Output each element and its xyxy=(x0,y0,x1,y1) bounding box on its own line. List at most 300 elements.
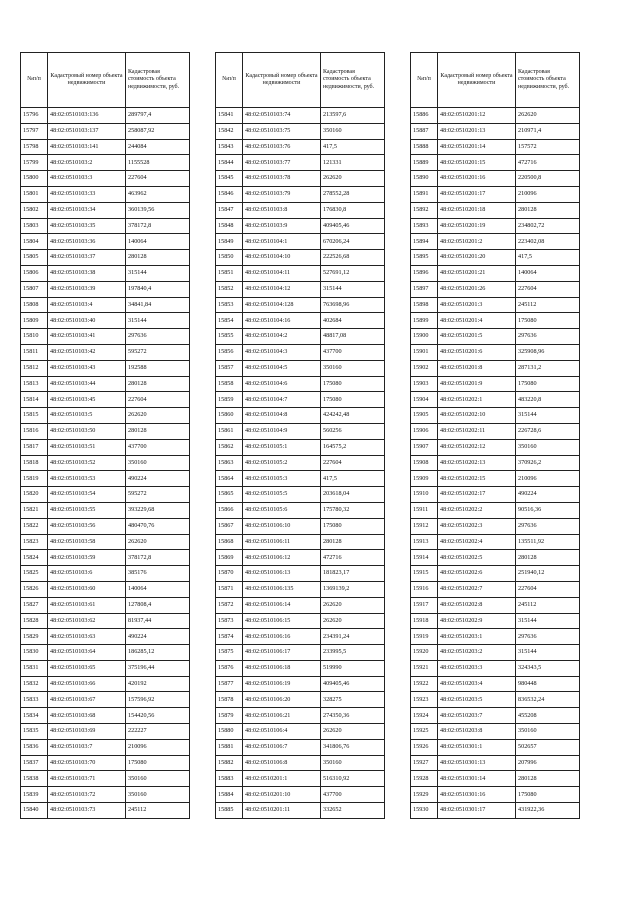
table-row xyxy=(411,502,580,518)
cell-cadastral-number: 48:02:0510105:2 xyxy=(243,455,321,471)
cell-cadastral-cost: 140064 xyxy=(126,581,190,597)
table-row xyxy=(411,202,580,218)
cell-cadastral-number: 48:02:0510103:51 xyxy=(48,439,126,455)
cell-num: 15798 xyxy=(21,139,48,155)
table-row xyxy=(21,566,190,582)
cell-num: 15839 xyxy=(21,787,48,803)
cell-cadastral-number: 48:02:0510201:4 xyxy=(438,313,516,329)
cell-cadastral-number: 48:02:0510201:11 xyxy=(243,803,321,819)
cell-cadastral-cost: 417,5 xyxy=(516,250,580,266)
cell-cadastral-number: 48:02:0510104:9 xyxy=(243,423,321,439)
cell-cadastral-number: 48:02:0510203:2 xyxy=(438,645,516,661)
table-row xyxy=(216,487,385,503)
cell-num: 15802 xyxy=(21,202,48,218)
cell-cadastral-number: 48:02:0510103:34 xyxy=(48,202,126,218)
cell-num: 15816 xyxy=(21,423,48,439)
cell-cadastral-number: 48:02:0510103:55 xyxy=(48,502,126,518)
cell-num: 15907 xyxy=(411,439,438,455)
table-row xyxy=(21,423,190,439)
table-row xyxy=(21,455,190,471)
table-row xyxy=(216,534,385,550)
table-row xyxy=(21,676,190,692)
cell-num: 15917 xyxy=(411,597,438,613)
table-row xyxy=(216,360,385,376)
cell-cadastral-number: 48:02:0510201:5 xyxy=(438,329,516,345)
cell-num: 15857 xyxy=(216,360,243,376)
table-row xyxy=(216,423,385,439)
cell-cadastral-number: 48:02:0510103:70 xyxy=(48,755,126,771)
cell-cadastral-cost: 350160 xyxy=(516,724,580,740)
cell-num: 15892 xyxy=(411,202,438,218)
table-row xyxy=(21,787,190,803)
cell-cadastral-cost: 519990 xyxy=(321,660,385,676)
cell-cadastral-number: 48:02:0510201:12 xyxy=(438,108,516,124)
cell-cadastral-cost: 490224 xyxy=(126,629,190,645)
table-row xyxy=(21,344,190,360)
table-row xyxy=(411,250,580,266)
table-row xyxy=(21,708,190,724)
cell-cadastral-cost: 420192 xyxy=(126,676,190,692)
cell-cadastral-number: 48:02:0510203:1 xyxy=(438,629,516,645)
table-row xyxy=(21,392,190,408)
cell-cadastral-number: 48:02:0510103:3 xyxy=(48,171,126,187)
table-row xyxy=(216,581,385,597)
table-row xyxy=(411,629,580,645)
cell-cadastral-cost: 297636 xyxy=(516,518,580,534)
cell-cadastral-cost: 417,5 xyxy=(321,471,385,487)
table-row xyxy=(411,234,580,250)
cell-num: 15899 xyxy=(411,313,438,329)
cell-num: 15925 xyxy=(411,724,438,740)
cell-cadastral-cost: 437700 xyxy=(321,344,385,360)
cell-cadastral-number: 48:02:0510106:7 xyxy=(243,739,321,755)
table-row xyxy=(216,297,385,313)
cell-num: 15847 xyxy=(216,202,243,218)
cell-cadastral-number: 48:02:0510103:6 xyxy=(48,566,126,582)
cell-num: 15879 xyxy=(216,708,243,724)
table-row xyxy=(21,439,190,455)
cell-cadastral-number: 48:02:0510201:1 xyxy=(243,771,321,787)
cell-num: 15889 xyxy=(411,155,438,171)
table-row xyxy=(21,487,190,503)
cell-cadastral-cost: 175080 xyxy=(321,392,385,408)
cell-cadastral-cost: 280128 xyxy=(516,202,580,218)
cell-cadastral-cost: 262620 xyxy=(516,108,580,124)
table-row xyxy=(216,550,385,566)
cell-num: 15809 xyxy=(21,313,48,329)
cell-cadastral-number: 48:02:0510103:50 xyxy=(48,423,126,439)
table-row xyxy=(21,597,190,613)
cell-cadastral-cost: 350160 xyxy=(321,755,385,771)
cell-cadastral-cost: 262620 xyxy=(126,408,190,424)
cell-num: 15803 xyxy=(21,218,48,234)
cell-num: 15796 xyxy=(21,108,48,124)
cell-num: 15797 xyxy=(21,123,48,139)
cell-num: 15910 xyxy=(411,487,438,503)
cell-cadastral-number: 48:02:0510103:68 xyxy=(48,708,126,724)
cell-cadastral-cost: 154420,56 xyxy=(126,708,190,724)
table-row xyxy=(411,787,580,803)
cell-num: 15859 xyxy=(216,392,243,408)
cell-num: 15882 xyxy=(216,755,243,771)
cell-cadastral-number: 48:02:0510202:8 xyxy=(438,597,516,613)
table-row xyxy=(216,313,385,329)
cell-cadastral-cost: 181823,17 xyxy=(321,566,385,582)
cell-cadastral-number: 48:02:0510103:52 xyxy=(48,455,126,471)
cell-cadastral-number: 48:02:0510202:13 xyxy=(438,455,516,471)
cell-cadastral-cost: 455208 xyxy=(516,708,580,724)
cell-num: 15920 xyxy=(411,645,438,661)
cell-cadastral-number: 48:02:0510103:9 xyxy=(243,218,321,234)
table-row xyxy=(411,313,580,329)
cell-cadastral-cost: 227604 xyxy=(321,455,385,471)
table-row xyxy=(411,755,580,771)
table-row xyxy=(411,566,580,582)
cell-cadastral-number: 48:02:0510103:78 xyxy=(243,171,321,187)
cell-cadastral-number: 48:02:0510301:13 xyxy=(438,755,516,771)
cell-cadastral-number: 48:02:0510203:4 xyxy=(438,676,516,692)
cell-num: 15801 xyxy=(21,186,48,202)
cell-cadastral-cost: 210096 xyxy=(516,186,580,202)
cell-cadastral-number: 48:02:0510106:19 xyxy=(243,676,321,692)
cell-cadastral-cost: 223402,08 xyxy=(516,234,580,250)
cell-num: 15822 xyxy=(21,518,48,534)
table-row xyxy=(411,360,580,376)
cell-cadastral-number: 48:02:0510103:56 xyxy=(48,518,126,534)
cell-cadastral-number: 48:02:0510103:2 xyxy=(48,155,126,171)
cell-cadastral-cost: 48817,08 xyxy=(321,329,385,345)
cell-num: 15821 xyxy=(21,502,48,518)
cell-num: 15829 xyxy=(21,629,48,645)
cell-cadastral-cost: 262620 xyxy=(321,724,385,740)
table-row xyxy=(21,202,190,218)
cell-num: 15842 xyxy=(216,123,243,139)
cell-num: 15866 xyxy=(216,502,243,518)
cell-cadastral-cost: 258087,92 xyxy=(126,123,190,139)
cell-cadastral-cost: 210971,4 xyxy=(516,123,580,139)
header-cadastral-cost: Кадастровая стоимость объекта недвижимости, руб. xyxy=(321,53,385,108)
cell-num: 15848 xyxy=(216,218,243,234)
table-row xyxy=(21,408,190,424)
cell-cadastral-number: 48:02:0510201:20 xyxy=(438,250,516,266)
table-row xyxy=(411,597,580,613)
cell-cadastral-cost: 280128 xyxy=(321,534,385,550)
table-row xyxy=(216,660,385,676)
cell-num: 15916 xyxy=(411,581,438,597)
cell-cadastral-cost: 836532,24 xyxy=(516,692,580,708)
cell-cadastral-cost: 315144 xyxy=(321,281,385,297)
cell-num: 15854 xyxy=(216,313,243,329)
cell-num: 15904 xyxy=(411,392,438,408)
cell-num: 15924 xyxy=(411,708,438,724)
table-row xyxy=(21,739,190,755)
table-row xyxy=(411,550,580,566)
cell-cadastral-number: 48:02:0510103:67 xyxy=(48,692,126,708)
table-row xyxy=(21,581,190,597)
cell-cadastral-cost: 350160 xyxy=(126,787,190,803)
table-row xyxy=(21,218,190,234)
cell-num: 15908 xyxy=(411,455,438,471)
cell-cadastral-number: 48:02:0510202:6 xyxy=(438,566,516,582)
table-row xyxy=(216,329,385,345)
cell-num: 15815 xyxy=(21,408,48,424)
table-row xyxy=(411,471,580,487)
cell-cadastral-cost: 210096 xyxy=(126,739,190,755)
header-cadastral-number: Кадастровый номер объекта недвижимости xyxy=(243,53,321,108)
cell-num: 15922 xyxy=(411,676,438,692)
cell-cadastral-cost: 251940,12 xyxy=(516,566,580,582)
cell-cadastral-number: 48:02:0510202:17 xyxy=(438,487,516,503)
cell-cadastral-number: 48:02:0510201:26 xyxy=(438,281,516,297)
cell-cadastral-cost: 490224 xyxy=(516,487,580,503)
cell-num: 15845 xyxy=(216,171,243,187)
cell-cadastral-cost: 472716 xyxy=(516,155,580,171)
cell-cadastral-number: 48:02:0510104:1 xyxy=(243,234,321,250)
cell-cadastral-number: 48:02:0510104:128 xyxy=(243,297,321,313)
cell-num: 15812 xyxy=(21,360,48,376)
cell-num: 15923 xyxy=(411,692,438,708)
table-row xyxy=(216,171,385,187)
table-row xyxy=(411,123,580,139)
table-row xyxy=(216,471,385,487)
cell-num: 15838 xyxy=(21,771,48,787)
table-row xyxy=(216,392,385,408)
table-row xyxy=(216,376,385,392)
cell-num: 15858 xyxy=(216,376,243,392)
cell-num: 15833 xyxy=(21,692,48,708)
cell-cadastral-number: 48:02:0510104:2 xyxy=(243,329,321,345)
cell-cadastral-cost: 670206,24 xyxy=(321,234,385,250)
table-row xyxy=(21,471,190,487)
cell-cadastral-cost: 164575,2 xyxy=(321,439,385,455)
table-row xyxy=(21,645,190,661)
cell-cadastral-cost: 297636 xyxy=(516,629,580,645)
cell-num: 15807 xyxy=(21,281,48,297)
table-row xyxy=(216,708,385,724)
table-row xyxy=(411,676,580,692)
cell-cadastral-cost: 315144 xyxy=(516,613,580,629)
table-row xyxy=(21,518,190,534)
cell-num: 15894 xyxy=(411,234,438,250)
table-header-row xyxy=(21,53,190,108)
cell-cadastral-number: 48:02:0510103:40 xyxy=(48,313,126,329)
cell-num: 15912 xyxy=(411,518,438,534)
cell-num: 15843 xyxy=(216,139,243,155)
cell-num: 15800 xyxy=(21,171,48,187)
cell-cadastral-cost: 274350,36 xyxy=(321,708,385,724)
table-row xyxy=(21,502,190,518)
table-row xyxy=(21,803,190,819)
cell-cadastral-number: 48:02:0510201:3 xyxy=(438,297,516,313)
cell-num: 15856 xyxy=(216,344,243,360)
table-row xyxy=(411,613,580,629)
cell-cadastral-cost: 175080 xyxy=(516,313,580,329)
cell-num: 15876 xyxy=(216,660,243,676)
cell-cadastral-number: 48:02:0510103:44 xyxy=(48,376,126,392)
table-row xyxy=(216,155,385,171)
cell-cadastral-cost: 315144 xyxy=(126,265,190,281)
cell-cadastral-number: 48:02:0510202:1 xyxy=(438,392,516,408)
cell-num: 15896 xyxy=(411,265,438,281)
cell-cadastral-number: 48:02:0510103:53 xyxy=(48,471,126,487)
cell-cadastral-number: 48:02:0510202:12 xyxy=(438,439,516,455)
cell-cadastral-number: 48:02:0510201:17 xyxy=(438,186,516,202)
cell-num: 15884 xyxy=(216,787,243,803)
cell-cadastral-number: 48:02:0510103:74 xyxy=(243,108,321,124)
cell-num: 15804 xyxy=(21,234,48,250)
cell-num: 15885 xyxy=(216,803,243,819)
cell-cadastral-number: 48:02:0510201:15 xyxy=(438,155,516,171)
cell-cadastral-number: 48:02:0510103:37 xyxy=(48,250,126,266)
cell-num: 15850 xyxy=(216,250,243,266)
cell-cadastral-number: 48:02:0510203:3 xyxy=(438,660,516,676)
table-row xyxy=(411,171,580,187)
cell-cadastral-number: 48:02:0510103:73 xyxy=(48,803,126,819)
cell-cadastral-number: 48:02:0510103:58 xyxy=(48,534,126,550)
table-row xyxy=(411,408,580,424)
cell-num: 15827 xyxy=(21,597,48,613)
cell-cadastral-number: 48:02:0510103:33 xyxy=(48,186,126,202)
cell-num: 15840 xyxy=(21,803,48,819)
cell-cadastral-cost: 127808,4 xyxy=(126,597,190,613)
cell-num: 15851 xyxy=(216,265,243,281)
cell-cadastral-cost: 297636 xyxy=(516,329,580,345)
table-row xyxy=(216,139,385,155)
table-row xyxy=(216,518,385,534)
cell-cadastral-cost: 157572 xyxy=(516,139,580,155)
cell-num: 15828 xyxy=(21,613,48,629)
cell-cadastral-cost: 332652 xyxy=(321,803,385,819)
cell-cadastral-cost: 595272 xyxy=(126,487,190,503)
cell-cadastral-cost: 595272 xyxy=(126,344,190,360)
cell-cadastral-cost: 157596,92 xyxy=(126,692,190,708)
cell-cadastral-number: 48:02:0510103:39 xyxy=(48,281,126,297)
cell-num: 15832 xyxy=(21,676,48,692)
cell-cadastral-cost: 207996 xyxy=(516,755,580,771)
table-row xyxy=(411,329,580,345)
cell-cadastral-cost: 175780,32 xyxy=(321,502,385,518)
cell-num: 15862 xyxy=(216,439,243,455)
cell-cadastral-number: 48:02:0510103:54 xyxy=(48,487,126,503)
cell-cadastral-number: 48:02:0510103:61 xyxy=(48,597,126,613)
cell-num: 15841 xyxy=(216,108,243,124)
cell-cadastral-number: 48:02:0510202:4 xyxy=(438,534,516,550)
cell-num: 15844 xyxy=(216,155,243,171)
cell-num: 15872 xyxy=(216,597,243,613)
table-row xyxy=(21,724,190,740)
cell-num: 15893 xyxy=(411,218,438,234)
cell-cadastral-number: 48:02:0510106:11 xyxy=(243,534,321,550)
cell-cadastral-number: 48:02:0510104:12 xyxy=(243,281,321,297)
cell-num: 15880 xyxy=(216,724,243,740)
cell-num: 15849 xyxy=(216,234,243,250)
cell-cadastral-cost: 763698,96 xyxy=(321,297,385,313)
cell-num: 15900 xyxy=(411,329,438,345)
table-row xyxy=(411,376,580,392)
table-row xyxy=(216,597,385,613)
table-row xyxy=(216,281,385,297)
table-row xyxy=(411,518,580,534)
cell-cadastral-cost: 350160 xyxy=(126,455,190,471)
cell-num: 15834 xyxy=(21,708,48,724)
cell-cadastral-number: 48:02:0510301:16 xyxy=(438,787,516,803)
cell-cadastral-cost: 175080 xyxy=(516,787,580,803)
table-row xyxy=(411,265,580,281)
cell-cadastral-cost: 210096 xyxy=(516,471,580,487)
cell-cadastral-number: 48:02:0510202:9 xyxy=(438,613,516,629)
cell-num: 15895 xyxy=(411,250,438,266)
cell-num: 15830 xyxy=(21,645,48,661)
cell-num: 15886 xyxy=(411,108,438,124)
table-row xyxy=(21,250,190,266)
cell-num: 15914 xyxy=(411,550,438,566)
cell-cadastral-number: 48:02:0510103:137 xyxy=(48,123,126,139)
cell-cadastral-cost: 516310,92 xyxy=(321,771,385,787)
cell-cadastral-number: 48:02:0510106:15 xyxy=(243,613,321,629)
cell-cadastral-number: 48:02:0510105:3 xyxy=(243,471,321,487)
cell-num: 15901 xyxy=(411,344,438,360)
cell-num: 15826 xyxy=(21,581,48,597)
cell-cadastral-number: 48:02:0510201:19 xyxy=(438,218,516,234)
cell-cadastral-cost: 328275 xyxy=(321,692,385,708)
cell-cadastral-cost: 280128 xyxy=(516,771,580,787)
cell-cadastral-cost: 176830,8 xyxy=(321,202,385,218)
cell-cadastral-cost: 437700 xyxy=(126,439,190,455)
cell-num: 15898 xyxy=(411,297,438,313)
cell-cadastral-cost: 280128 xyxy=(126,376,190,392)
cell-cadastral-cost: 226728,6 xyxy=(516,423,580,439)
cell-cadastral-number: 48:02:0510103:63 xyxy=(48,629,126,645)
cell-num: 15911 xyxy=(411,502,438,518)
cell-num: 15835 xyxy=(21,724,48,740)
cell-cadastral-number: 48:02:0510202:15 xyxy=(438,471,516,487)
cell-num: 15852 xyxy=(216,281,243,297)
cell-cadastral-cost: 222526,68 xyxy=(321,250,385,266)
cell-cadastral-number: 48:02:0510103:8 xyxy=(243,202,321,218)
cell-cadastral-number: 48:02:0510106:13 xyxy=(243,566,321,582)
cell-num: 15805 xyxy=(21,250,48,266)
cell-num: 15811 xyxy=(21,344,48,360)
cell-num: 15837 xyxy=(21,755,48,771)
cell-cadastral-cost: 234802,72 xyxy=(516,218,580,234)
table-header-row xyxy=(411,53,580,108)
cell-num: 15903 xyxy=(411,376,438,392)
cell-cadastral-cost: 350160 xyxy=(126,771,190,787)
cell-cadastral-cost: 262620 xyxy=(321,613,385,629)
cell-cadastral-cost: 280128 xyxy=(126,250,190,266)
table-row xyxy=(21,139,190,155)
header-num: №п/п xyxy=(411,53,438,108)
cell-cadastral-cost: 140064 xyxy=(516,265,580,281)
cell-cadastral-cost: 490224 xyxy=(126,471,190,487)
table-row xyxy=(216,692,385,708)
table-row xyxy=(21,550,190,566)
table-row xyxy=(21,265,190,281)
cell-cadastral-number: 48:02:0510103:75 xyxy=(243,123,321,139)
table-header-row xyxy=(216,53,385,108)
cell-num: 15929 xyxy=(411,787,438,803)
cell-num: 15883 xyxy=(216,771,243,787)
cell-num: 15919 xyxy=(411,629,438,645)
table-row xyxy=(216,439,385,455)
cell-num: 15891 xyxy=(411,186,438,202)
cell-cadastral-cost: 1155528 xyxy=(126,155,190,171)
cell-cadastral-number: 48:02:0510103:65 xyxy=(48,660,126,676)
cell-num: 15926 xyxy=(411,739,438,755)
cell-cadastral-number: 48:02:0510106:135 xyxy=(243,581,321,597)
cell-cadastral-number: 48:02:0510103:43 xyxy=(48,360,126,376)
cell-cadastral-number: 48:02:0510201:21 xyxy=(438,265,516,281)
